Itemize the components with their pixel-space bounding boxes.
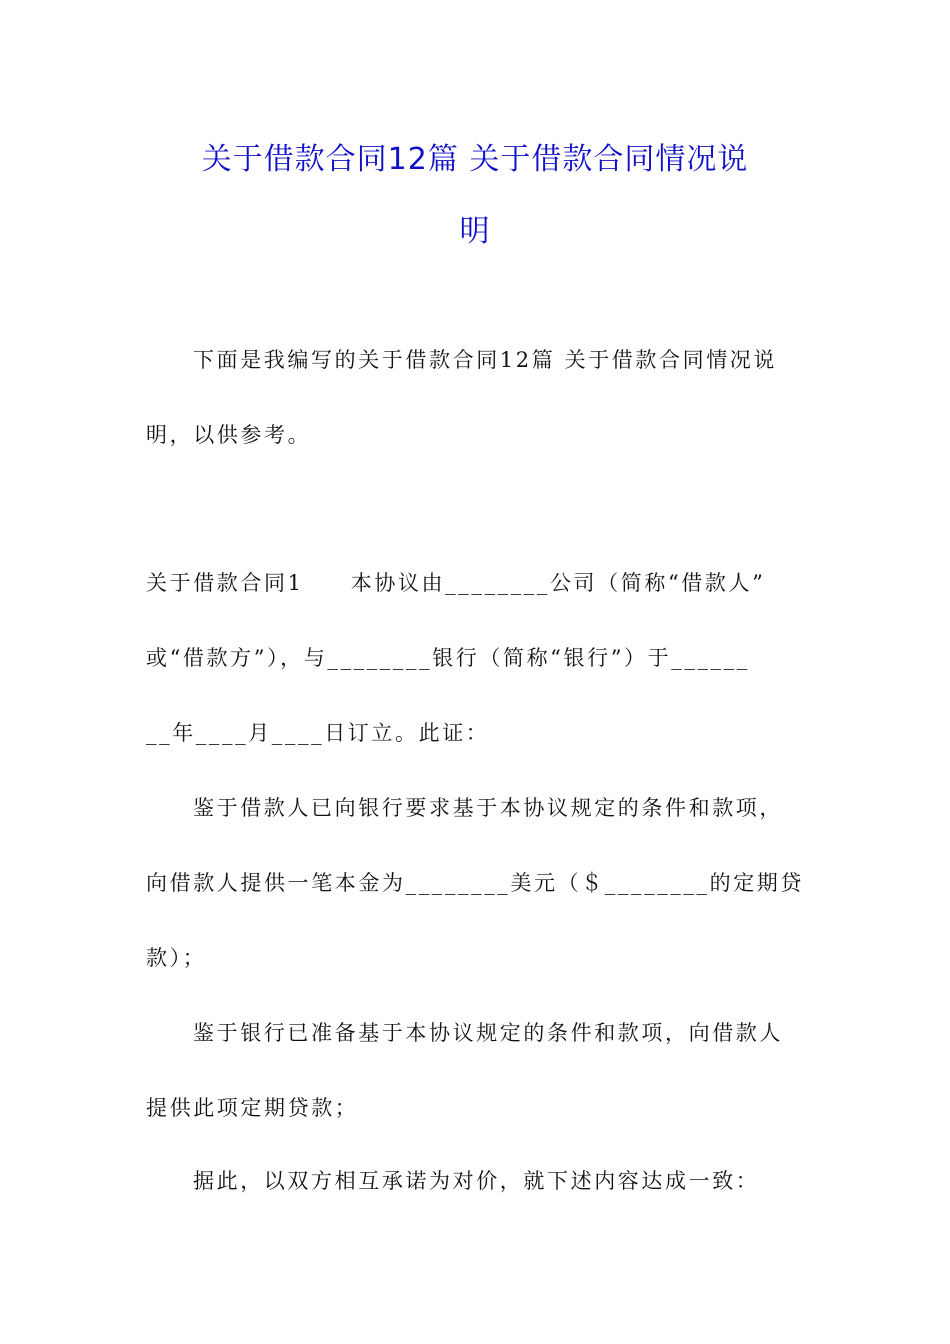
section1-line-3: __年____月____日订立。此证： [146,721,490,745]
section1-line-2: 或“借款方”），与________银行（简称“银行”）于______ [146,646,750,670]
document-title-line-2: 明 [459,214,491,249]
para2-line-2: 向借款人提供一笔本金为________美元（＄________的定期贷 [146,871,804,895]
document-title-line-1: 关于借款合同12篇 关于借款合同情况说 [201,142,749,177]
intro-line-1: 下面是我编写的关于借款合同12篇 关于借款合同情况说 [193,348,777,372]
para2-line-3: 款）； [146,946,207,970]
para3-line-2: 提供此项定期贷款； [146,1096,359,1120]
para3-line-1: 鉴于银行已准备基于本协议规定的条件和款项，向借款人 [193,1021,783,1045]
section1-line-1: 关于借款合同1 本协议由________公司（简称“借款人” [146,571,766,595]
para4-line-1: 据此，以双方相互承诺为对价，就下述内容达成一致： [193,1169,760,1193]
para2-line-1: 鉴于借款人已向银行要求基于本协议规定的条件和款项， [193,796,783,820]
intro-line-2: 明，以供参考。 [146,423,312,447]
